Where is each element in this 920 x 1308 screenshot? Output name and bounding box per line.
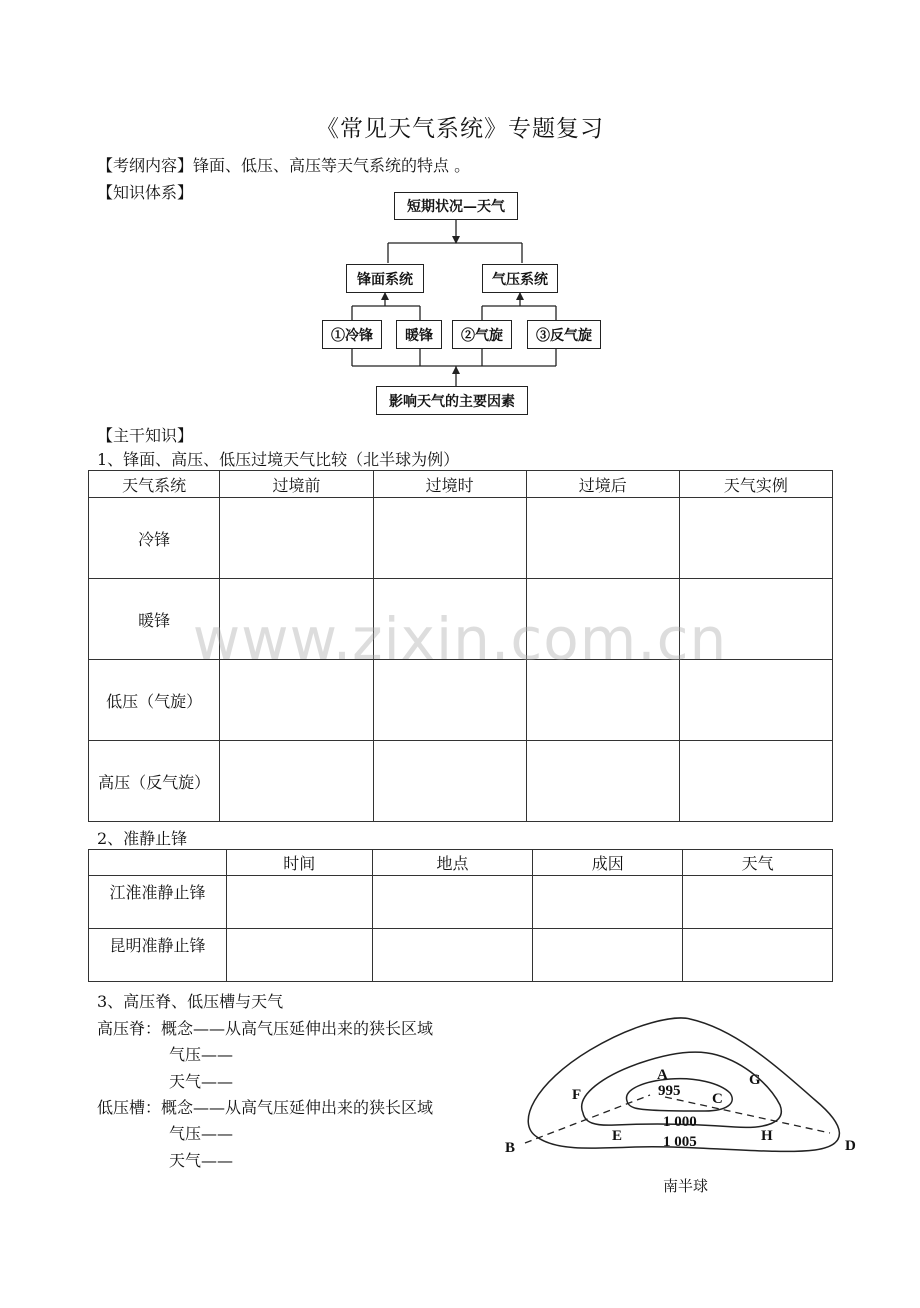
- table-header-cell: 过境后: [526, 471, 679, 498]
- diagram-warm-front-box: 暖锋: [396, 320, 442, 349]
- stationary-front-table: [88, 849, 833, 982]
- point-c: C: [712, 1091, 723, 1107]
- row-label: 暖锋: [89, 579, 220, 660]
- row-label: 冷锋: [89, 498, 220, 579]
- trough-line: [525, 1095, 650, 1143]
- table-header-cell: 过境时: [373, 471, 526, 498]
- answer-cell[interactable]: [226, 876, 372, 929]
- answer-cell[interactable]: [683, 876, 833, 929]
- table-header-cell: 天气实例: [679, 471, 832, 498]
- isobar-label-1005: 1 005: [663, 1134, 697, 1150]
- row-label: 高压（反气旋）: [89, 741, 220, 822]
- point-d: D: [845, 1138, 856, 1154]
- table-row: [89, 929, 833, 982]
- table-header-cell: 天气系统: [89, 471, 220, 498]
- ridge-weather: 天气——: [169, 1072, 234, 1091]
- row-label: 低压（气旋）: [89, 660, 220, 741]
- answer-cell[interactable]: [373, 498, 526, 579]
- point-b: B: [505, 1140, 516, 1156]
- diagram-pressure-system-box: 气压系统: [482, 264, 558, 293]
- section3-heading: 3、高压脊、低压槽与天气: [97, 992, 284, 1011]
- diagram-anticyclone-box: ③反气旋: [527, 320, 601, 349]
- trough-concept: 低压槽：概念——从高气压延伸出来的狭长区域: [97, 1098, 434, 1117]
- isobar-label-1000: 1 000: [663, 1114, 697, 1130]
- trough-weather: 天气——: [169, 1151, 234, 1170]
- row-label: 昆明准静止锋: [89, 929, 227, 982]
- table-header-cell: 时间: [226, 850, 372, 876]
- answer-cell[interactable]: [220, 741, 373, 822]
- answer-cell[interactable]: [372, 876, 533, 929]
- diagram-cyclone-box: ②气旋: [452, 320, 512, 349]
- table-header-cell: 成因: [533, 850, 683, 876]
- answer-cell[interactable]: [373, 741, 526, 822]
- answer-cell[interactable]: [533, 929, 683, 982]
- map-caption: 南半球: [663, 1177, 709, 1195]
- answer-cell[interactable]: [533, 876, 683, 929]
- syllabus-line: 【考纲内容】锋面、低压、高压等天气系统的特点 。: [97, 156, 471, 175]
- isobar-1005: [528, 1018, 839, 1151]
- row-label: 江淮准静止锋: [89, 876, 227, 929]
- answer-cell[interactable]: [526, 741, 679, 822]
- isobar-map: [495, 1005, 875, 1205]
- section1-heading: 1、锋面、高压、低压过境天气比较（北半球为例）: [97, 450, 460, 469]
- ridge-pressure: 气压——: [169, 1045, 234, 1064]
- table-header-cell: 天气: [683, 850, 833, 876]
- table-header-row: [89, 471, 833, 498]
- point-a: A: [657, 1067, 668, 1083]
- answer-cell[interactable]: [683, 929, 833, 982]
- isobar-label-995: 995: [658, 1083, 681, 1099]
- ridge-concept: 高压脊：概念——从高气压延伸出来的狭长区域: [97, 1019, 434, 1038]
- answer-cell[interactable]: [220, 498, 373, 579]
- answer-cell[interactable]: [372, 929, 533, 982]
- section2-heading: 2、准静止锋: [97, 829, 188, 848]
- diagram-cold-front-box: ①冷锋: [322, 320, 382, 349]
- point-e: E: [612, 1128, 623, 1144]
- table-header-cell: 过境前: [220, 471, 373, 498]
- table-row: [89, 498, 833, 579]
- answer-cell[interactable]: [526, 498, 679, 579]
- point-h: H: [761, 1128, 773, 1144]
- diagram-front-system-box: 锋面系统: [346, 264, 424, 293]
- answer-cell[interactable]: [679, 741, 832, 822]
- answer-cell[interactable]: [679, 498, 832, 579]
- main-knowledge-heading: 【主干知识】: [97, 426, 194, 445]
- answer-cell[interactable]: [226, 929, 372, 982]
- table-header-cell: 地点: [372, 850, 533, 876]
- diagram-bottom-box: 影响天气的主要因素: [376, 386, 528, 415]
- table-header-cell: [89, 850, 227, 876]
- table-header-row: [89, 850, 833, 876]
- knowledge-system-heading: 【知识体系】: [97, 183, 194, 202]
- page-title: 《常见天气系统》专题复习: [316, 116, 604, 142]
- trough-pressure: 气压——: [169, 1124, 234, 1143]
- watermark: www.zixin.com.cn: [192, 605, 728, 673]
- point-g: G: [749, 1072, 761, 1088]
- table-row: [89, 741, 833, 822]
- table-row: [89, 876, 833, 929]
- diagram-top-box: 短期状况—天气: [394, 192, 518, 220]
- point-f: F: [572, 1087, 582, 1103]
